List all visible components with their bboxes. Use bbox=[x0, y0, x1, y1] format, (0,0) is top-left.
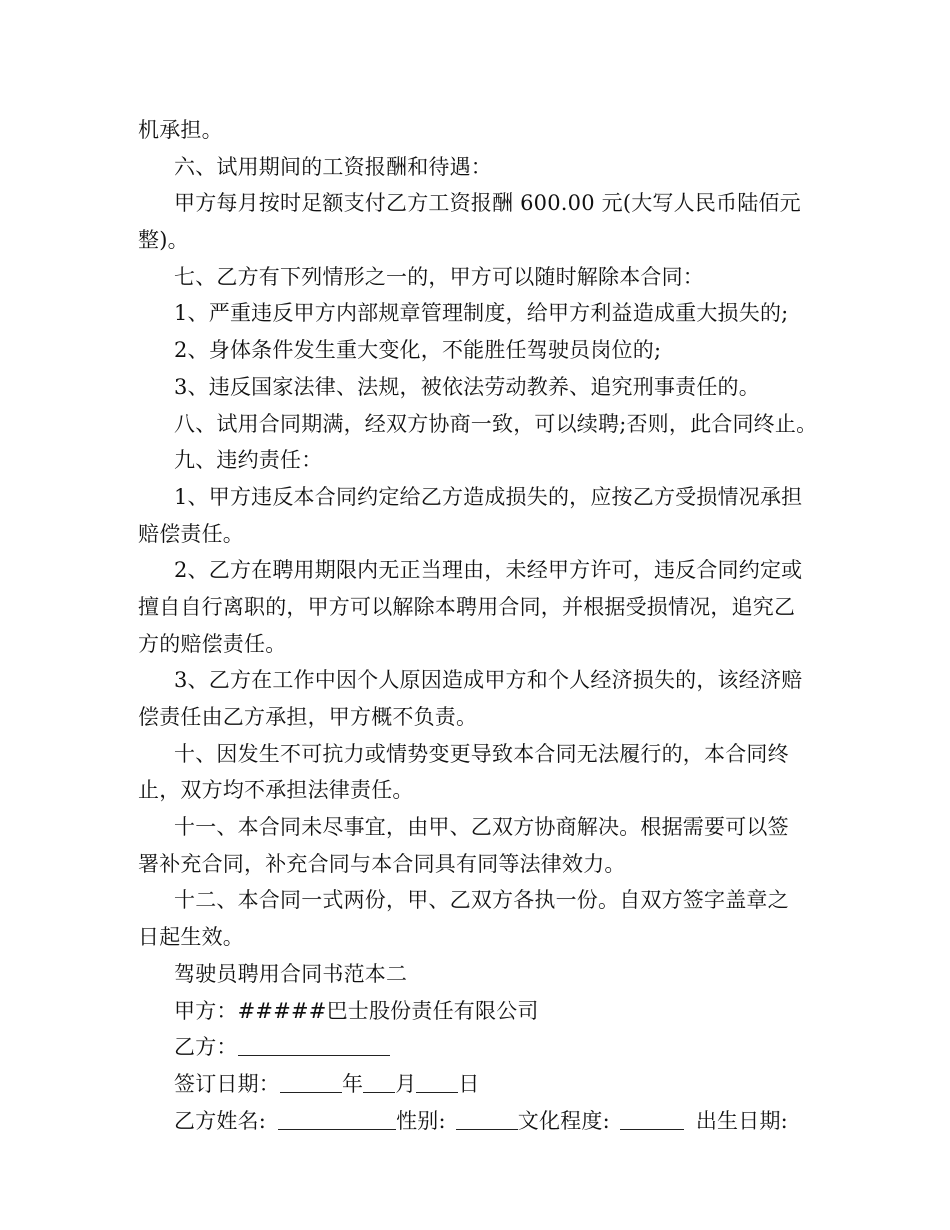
list-item: 3、乙方在工作中因个人原因造成甲方和个人经济损失的，该经济赔 bbox=[174, 668, 803, 693]
party-a-line: 甲方：#####巴士股份责任有限公司 bbox=[174, 998, 539, 1023]
party-b-blank bbox=[238, 1031, 390, 1056]
paragraph-line: 机承担。 bbox=[138, 118, 223, 142]
paragraph-line: 偿责任由乙方承担，甲方概不负责。 bbox=[138, 705, 478, 729]
day-blank bbox=[416, 1068, 458, 1093]
document-body bbox=[138, 112, 828, 1139]
paragraph-line: 擅自自行离职的，甲方可以解除本聘用合同，并根据受损情况，追究乙 bbox=[138, 594, 796, 619]
birth-label: 出生日期: bbox=[695, 1108, 788, 1133]
name-blank bbox=[278, 1105, 396, 1130]
month-label: 月 bbox=[395, 1071, 417, 1096]
section-heading: 十二、本合同一式两份，甲、乙双方各执一份。自双方签字盖章之 bbox=[174, 888, 789, 913]
list-item: 2、身体条件发生重大变化，不能胜任驾驶员岗位的; bbox=[174, 338, 662, 363]
gender-blank bbox=[456, 1105, 518, 1130]
sign-date-label: 签订日期： bbox=[174, 1071, 280, 1096]
paragraph-line: 方的赔偿责任。 bbox=[138, 631, 287, 656]
paragraph-line: 止，双方均不承担法律责任。 bbox=[138, 778, 414, 803]
section-heading: 九、违约责任： bbox=[174, 448, 323, 473]
month-blank bbox=[363, 1068, 395, 1093]
paragraph-line: 整)。 bbox=[138, 228, 189, 253]
contract-title: 驾驶员聘用合同书范本二 bbox=[174, 961, 408, 986]
paragraph-line: 日起生效。 bbox=[138, 925, 244, 950]
list-item: 1、甲方违反本合同约定给乙方造成损失的，应按乙方受损情况承担 bbox=[174, 484, 803, 509]
section-heading: 十、因发生不可抗力或情势变更导致本合同无法履行的，本合同终 bbox=[174, 741, 789, 766]
year-blank bbox=[280, 1068, 342, 1093]
gender-label: 性别: bbox=[396, 1108, 446, 1133]
education-label: 文化程度: bbox=[517, 1108, 610, 1133]
paragraph-line: 甲方每月按时足额支付乙方工资报酬 600.00 元(大写人民币陆佰元 bbox=[174, 191, 801, 216]
personal-info-line bbox=[138, 1103, 828, 1140]
party-b-label: 乙方： bbox=[174, 1035, 238, 1060]
party-b-line bbox=[138, 1029, 828, 1066]
section-heading: 七、乙方有下列情形之一的，甲方可以随时解除本合同： bbox=[174, 264, 704, 289]
name-label: 乙方姓名: bbox=[174, 1108, 267, 1133]
paragraph-line: 赔偿责任。 bbox=[138, 521, 244, 546]
day-label: 日 bbox=[458, 1071, 480, 1096]
sign-date-line bbox=[138, 1066, 828, 1103]
paragraph-line: 署补充合同，补充合同与本合同具有同等法律效力。 bbox=[138, 851, 626, 876]
list-item: 2、乙方在聘用期限内无正当理由，未经甲方许可，违反合同约定或 bbox=[174, 558, 803, 583]
education-blank bbox=[620, 1105, 684, 1130]
list-item: 3、违反国家法律、法规，被依法劳动教养、追究刑事责任的。 bbox=[174, 374, 760, 399]
year-label: 年 bbox=[342, 1071, 364, 1096]
section-heading: 十一、本合同未尽事宜，由甲、乙双方协商解决。根据需要可以签 bbox=[174, 815, 789, 840]
list-item: 1、严重违反甲方内部规章管理制度，给甲方利益造成重大损失的; bbox=[174, 301, 789, 326]
section-heading: 六、试用期间的工资报酬和待遇： bbox=[174, 154, 492, 179]
section-heading: 八、试用合同期满，经双方协商一致，可以续聘;否则，此合同终止。 bbox=[174, 411, 818, 436]
